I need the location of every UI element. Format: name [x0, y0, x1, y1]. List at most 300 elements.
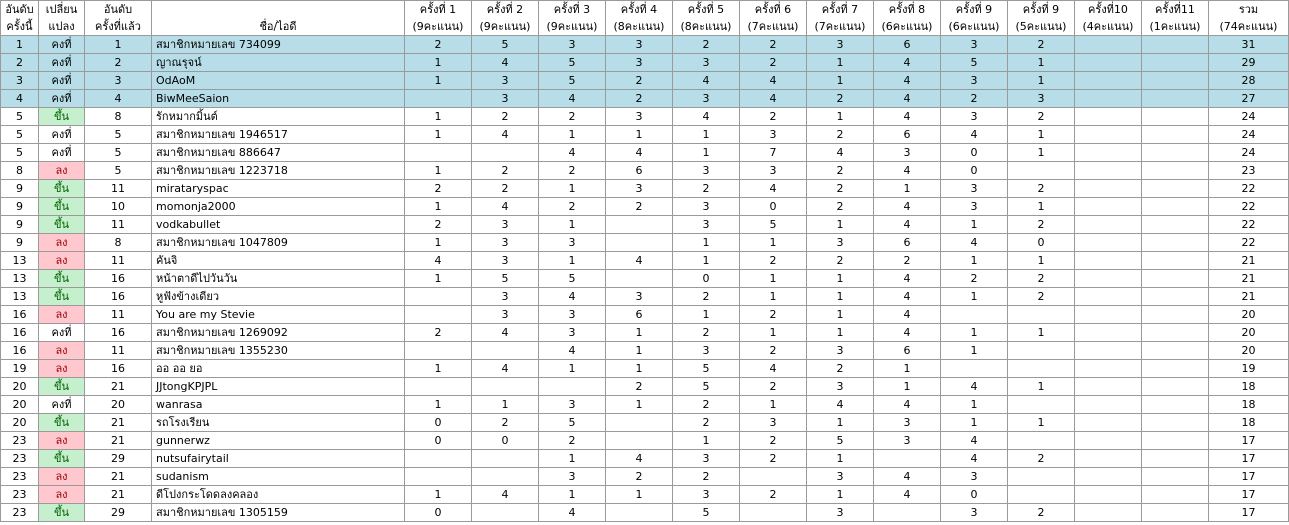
prev-rank-cell: 21: [85, 378, 152, 396]
score-cell: 3: [673, 216, 740, 234]
score-cell: 6: [874, 342, 941, 360]
table-row[interactable]: [1, 162, 1289, 180]
header-round-4-points: (8คะแนน): [606, 18, 673, 36]
total-cell: 21: [1209, 288, 1289, 306]
total-cell: 17: [1209, 432, 1289, 450]
total-cell: 22: [1209, 216, 1289, 234]
score-cell: 3: [539, 234, 606, 252]
member-name: สมาชิกหมายเลข 1305159: [152, 504, 405, 522]
score-cell: [1142, 234, 1209, 252]
header-round-10: ครั้งที่10: [1075, 1, 1142, 19]
score-cell: 1: [740, 324, 807, 342]
score-cell: [1142, 180, 1209, 198]
score-cell: 5: [673, 504, 740, 522]
header-round-6: ครั้งที่ 6: [740, 1, 807, 19]
table-row[interactable]: [1, 306, 1289, 324]
score-cell: [1075, 468, 1142, 486]
score-cell: 4: [539, 90, 606, 108]
score-cell: 1: [874, 378, 941, 396]
score-cell: [1142, 414, 1209, 432]
header-round-7: ครั้งที่ 7: [807, 1, 874, 19]
score-cell: 1: [740, 270, 807, 288]
score-cell: 3: [1008, 90, 1075, 108]
score-cell: 4: [539, 504, 606, 522]
score-cell: 1: [1008, 54, 1075, 72]
score-cell: 3: [874, 144, 941, 162]
score-cell: [1075, 378, 1142, 396]
table-row[interactable]: [1, 468, 1289, 486]
score-cell: [1008, 162, 1075, 180]
score-cell: 2: [606, 72, 673, 90]
score-cell: 3: [740, 414, 807, 432]
member-name: สมาชิกหมายเลข 1355230: [152, 342, 405, 360]
total-cell: 17: [1209, 504, 1289, 522]
header-round-9: ครั้งที่ 9: [941, 1, 1008, 19]
header-rank-prev: อันดับ: [85, 1, 152, 19]
header-round-5-points: (8คะแนน): [673, 18, 740, 36]
score-cell: [1075, 252, 1142, 270]
change-status: คงที่: [39, 324, 85, 342]
score-cell: 4: [673, 108, 740, 126]
header-round-9b-points: (5คะแนน): [1008, 18, 1075, 36]
score-cell: 4: [874, 288, 941, 306]
score-cell: 3: [606, 54, 673, 72]
header-round-9b: ครั้งที่ 9: [1008, 1, 1075, 19]
table-row[interactable]: [1, 342, 1289, 360]
prev-rank-cell: 11: [85, 306, 152, 324]
score-cell: [1142, 90, 1209, 108]
score-cell: 0: [941, 162, 1008, 180]
score-cell: 3: [941, 36, 1008, 54]
score-cell: [1075, 126, 1142, 144]
score-cell: 1: [1008, 378, 1075, 396]
rank-cell: 2: [1, 54, 39, 72]
score-cell: 5: [472, 36, 539, 54]
table-row[interactable]: [1, 54, 1289, 72]
score-cell: [1075, 396, 1142, 414]
total-cell: 29: [1209, 54, 1289, 72]
prev-rank-cell: 5: [85, 144, 152, 162]
score-cell: [1075, 198, 1142, 216]
score-cell: 2: [1008, 108, 1075, 126]
score-cell: [1075, 414, 1142, 432]
table-row[interactable]: [1, 396, 1289, 414]
score-cell: 1: [405, 108, 472, 126]
table-row[interactable]: [1, 432, 1289, 450]
score-cell: 3: [740, 126, 807, 144]
score-cell: 1: [673, 144, 740, 162]
member-name: nutsufairytail: [152, 450, 405, 468]
member-name: รักหมากมิ้นต์: [152, 108, 405, 126]
score-cell: 1: [874, 360, 941, 378]
score-cell: [1142, 162, 1209, 180]
table-row[interactable]: [1, 252, 1289, 270]
header-round-7-points: (7คะแนน): [807, 18, 874, 36]
table-row[interactable]: [1, 72, 1289, 90]
score-cell: 0: [673, 270, 740, 288]
prev-rank-cell: 11: [85, 216, 152, 234]
total-cell: 18: [1209, 414, 1289, 432]
header-round-9-points: (6คะแนน): [941, 18, 1008, 36]
score-cell: 4: [941, 234, 1008, 252]
score-cell: [1075, 504, 1142, 522]
table-row[interactable]: [1, 108, 1289, 126]
change-status: ลง: [39, 342, 85, 360]
header-round-4: ครั้งที่ 4: [606, 1, 673, 19]
score-cell: 1: [1008, 324, 1075, 342]
score-cell: 2: [807, 360, 874, 378]
table-row[interactable]: [1, 234, 1289, 252]
score-cell: 3: [606, 180, 673, 198]
score-cell: 4: [874, 216, 941, 234]
score-cell: 2: [606, 468, 673, 486]
score-cell: 2: [807, 162, 874, 180]
score-cell: 3: [673, 486, 740, 504]
score-cell: [1008, 342, 1075, 360]
score-cell: 2: [1008, 180, 1075, 198]
score-cell: 1: [673, 306, 740, 324]
score-cell: [1075, 90, 1142, 108]
score-cell: 0: [472, 432, 539, 450]
table-row[interactable]: [1, 504, 1289, 522]
change-status: ขึ้น: [39, 270, 85, 288]
score-cell: [405, 342, 472, 360]
score-cell: 1: [405, 396, 472, 414]
table-row[interactable]: [1, 216, 1289, 234]
score-cell: 1: [1008, 252, 1075, 270]
table-row[interactable]: [1, 414, 1289, 432]
score-cell: [1075, 342, 1142, 360]
score-cell: 4: [606, 252, 673, 270]
change-status: คงที่: [39, 126, 85, 144]
score-cell: 4: [941, 378, 1008, 396]
score-cell: [941, 306, 1008, 324]
score-cell: 4: [740, 90, 807, 108]
total-cell: 22: [1209, 198, 1289, 216]
total-cell: 28: [1209, 72, 1289, 90]
header-total-points: (74คะแนน): [1209, 18, 1289, 36]
score-cell: 6: [874, 36, 941, 54]
score-cell: 4: [472, 360, 539, 378]
score-cell: 2: [874, 252, 941, 270]
header-rank-now: อันดับ: [1, 1, 39, 19]
score-cell: 4: [874, 162, 941, 180]
score-cell: 2: [740, 432, 807, 450]
score-cell: 2: [673, 468, 740, 486]
rank-cell: 20: [1, 414, 39, 432]
score-cell: [740, 468, 807, 486]
score-cell: 0: [405, 504, 472, 522]
score-cell: 4: [874, 72, 941, 90]
score-cell: 1: [807, 288, 874, 306]
rank-cell: 8: [1, 162, 39, 180]
score-cell: [606, 270, 673, 288]
table-row[interactable]: [1, 198, 1289, 216]
rank-cell: 16: [1, 342, 39, 360]
score-cell: 2: [472, 414, 539, 432]
score-cell: 4: [874, 54, 941, 72]
total-cell: 22: [1209, 234, 1289, 252]
score-cell: [405, 90, 472, 108]
table-row[interactable]: [1, 288, 1289, 306]
score-cell: 5: [539, 72, 606, 90]
member-name: ดีโปงกระโดดลงคลอง: [152, 486, 405, 504]
score-cell: 4: [874, 270, 941, 288]
rank-cell: 9: [1, 198, 39, 216]
score-cell: 3: [807, 36, 874, 54]
score-cell: 1: [606, 486, 673, 504]
score-cell: [1142, 198, 1209, 216]
score-cell: [1142, 288, 1209, 306]
score-cell: 2: [673, 288, 740, 306]
score-cell: [1075, 108, 1142, 126]
total-cell: 20: [1209, 324, 1289, 342]
score-cell: 3: [673, 450, 740, 468]
total-cell: 24: [1209, 108, 1289, 126]
table-row[interactable]: [1, 360, 1289, 378]
score-cell: 1: [606, 396, 673, 414]
table-body: [1, 36, 1289, 522]
score-cell: 1: [606, 324, 673, 342]
member-name: ญาณรุจน์: [152, 54, 405, 72]
score-cell: 4: [539, 342, 606, 360]
score-cell: 0: [740, 198, 807, 216]
score-cell: [1142, 306, 1209, 324]
rank-cell: 9: [1, 234, 39, 252]
score-cell: [1142, 378, 1209, 396]
score-cell: 3: [472, 288, 539, 306]
table-row[interactable]: [1, 324, 1289, 342]
member-name: สมาชิกหมายเลข 1269092: [152, 324, 405, 342]
total-cell: 24: [1209, 144, 1289, 162]
total-cell: 19: [1209, 360, 1289, 378]
score-cell: 1: [807, 324, 874, 342]
rank-cell: 13: [1, 270, 39, 288]
score-cell: 2: [1008, 450, 1075, 468]
score-cell: [874, 504, 941, 522]
score-cell: [1075, 432, 1142, 450]
table-row[interactable]: [1, 450, 1289, 468]
score-cell: [1075, 486, 1142, 504]
rank-cell: 23: [1, 468, 39, 486]
score-cell: [1142, 468, 1209, 486]
score-cell: 0: [1008, 234, 1075, 252]
score-cell: [1075, 72, 1142, 90]
score-cell: 1: [941, 396, 1008, 414]
score-cell: [472, 450, 539, 468]
score-cell: [1142, 54, 1209, 72]
score-cell: 4: [673, 72, 740, 90]
prev-rank-cell: 11: [85, 342, 152, 360]
member-name: You are my Stevie: [152, 306, 405, 324]
score-cell: 2: [1008, 36, 1075, 54]
score-cell: 1: [941, 342, 1008, 360]
score-cell: 1: [405, 234, 472, 252]
score-cell: 2: [1008, 216, 1075, 234]
prev-rank-cell: 29: [85, 504, 152, 522]
score-cell: 3: [606, 36, 673, 54]
score-cell: [941, 360, 1008, 378]
change-status: คงที่: [39, 54, 85, 72]
rank-cell: 16: [1, 324, 39, 342]
table-row[interactable]: [1, 90, 1289, 108]
score-cell: 2: [472, 162, 539, 180]
member-name: หน้าตาดีไปวันวัน: [152, 270, 405, 288]
score-cell: 1: [539, 126, 606, 144]
header-round-5: ครั้งที่ 5: [673, 1, 740, 19]
member-name: คันจิ: [152, 252, 405, 270]
rank-cell: 20: [1, 396, 39, 414]
prev-rank-cell: 11: [85, 180, 152, 198]
table-row[interactable]: [1, 36, 1289, 54]
score-cell: 1: [673, 252, 740, 270]
score-cell: 1: [740, 396, 807, 414]
score-cell: 1: [807, 486, 874, 504]
score-cell: 3: [941, 198, 1008, 216]
score-cell: 2: [807, 90, 874, 108]
score-cell: 2: [405, 180, 472, 198]
change-status: ลง: [39, 162, 85, 180]
change-status: ขึ้น: [39, 108, 85, 126]
header-round-6-points: (7คะแนน): [740, 18, 807, 36]
rank-cell: 4: [1, 90, 39, 108]
score-cell: 3: [807, 378, 874, 396]
score-cell: [405, 378, 472, 396]
prev-rank-cell: 1: [85, 36, 152, 54]
header-round-10-points: (4คะแนน): [1075, 18, 1142, 36]
score-cell: [1008, 486, 1075, 504]
rank-cell: 20: [1, 378, 39, 396]
score-cell: [1142, 126, 1209, 144]
score-cell: 1: [405, 72, 472, 90]
score-cell: [1075, 324, 1142, 342]
score-cell: 3: [673, 90, 740, 108]
score-cell: [1142, 504, 1209, 522]
score-cell: [405, 288, 472, 306]
score-cell: 4: [874, 468, 941, 486]
member-name: OdAoM: [152, 72, 405, 90]
score-cell: 3: [673, 342, 740, 360]
score-cell: 2: [539, 432, 606, 450]
member-name: JJtongKPJPL: [152, 378, 405, 396]
header-round-1-points: (9คะแนน): [405, 18, 472, 36]
prev-rank-cell: 5: [85, 126, 152, 144]
member-name: sudanism: [152, 468, 405, 486]
score-cell: [539, 378, 606, 396]
score-cell: 3: [807, 342, 874, 360]
header-change-sub: แปลง: [39, 18, 85, 36]
header-round-3: ครั้งที่ 3: [539, 1, 606, 19]
rank-cell: 1: [1, 36, 39, 54]
score-cell: 4: [472, 126, 539, 144]
rank-cell: 5: [1, 108, 39, 126]
score-cell: [1008, 396, 1075, 414]
table-row[interactable]: [1, 180, 1289, 198]
score-cell: 2: [405, 216, 472, 234]
score-cell: 1: [539, 180, 606, 198]
score-cell: [1075, 162, 1142, 180]
change-status: ลง: [39, 432, 85, 450]
score-cell: 3: [673, 198, 740, 216]
member-name: สมาชิกหมายเลข 1946517: [152, 126, 405, 144]
score-cell: 2: [740, 252, 807, 270]
score-cell: 4: [472, 486, 539, 504]
rank-cell: 3: [1, 72, 39, 90]
score-cell: [1075, 216, 1142, 234]
score-cell: [606, 414, 673, 432]
score-cell: [874, 450, 941, 468]
score-cell: 4: [539, 288, 606, 306]
score-cell: 1: [1008, 144, 1075, 162]
score-cell: 5: [807, 432, 874, 450]
total-cell: 20: [1209, 306, 1289, 324]
prev-rank-cell: 4: [85, 90, 152, 108]
score-cell: 0: [405, 414, 472, 432]
score-cell: [1075, 234, 1142, 252]
score-cell: 2: [673, 36, 740, 54]
score-cell: 2: [807, 198, 874, 216]
score-cell: 4: [539, 144, 606, 162]
change-status: ลง: [39, 468, 85, 486]
header-name: ชื่อ/ไอดี: [152, 1, 405, 36]
score-cell: 5: [539, 270, 606, 288]
rank-cell: 19: [1, 360, 39, 378]
member-name: หูฟังข้างเดียว: [152, 288, 405, 306]
score-cell: 3: [472, 234, 539, 252]
score-cell: 4: [740, 72, 807, 90]
table-row[interactable]: [1, 144, 1289, 162]
prev-rank-cell: 3: [85, 72, 152, 90]
score-cell: 2: [740, 54, 807, 72]
table-row[interactable]: [1, 378, 1289, 396]
total-cell: 22: [1209, 180, 1289, 198]
header-round-2: ครั้งที่ 2: [472, 1, 539, 19]
rank-cell: 9: [1, 180, 39, 198]
total-cell: 18: [1209, 378, 1289, 396]
header-rank-prev-sub: ครั้งที่แล้ว: [85, 18, 152, 36]
member-name: รถโรงเรียน: [152, 414, 405, 432]
score-cell: 2: [740, 486, 807, 504]
score-cell: [606, 234, 673, 252]
score-cell: 2: [606, 378, 673, 396]
prev-rank-cell: 8: [85, 234, 152, 252]
score-cell: 1: [941, 216, 1008, 234]
score-cell: 1: [740, 234, 807, 252]
table-row[interactable]: [1, 486, 1289, 504]
table-row[interactable]: [1, 126, 1289, 144]
change-status: ขึ้น: [39, 504, 85, 522]
change-status: ขึ้น: [39, 288, 85, 306]
header-change: เปลี่ยน: [39, 1, 85, 19]
prev-rank-cell: 16: [85, 324, 152, 342]
score-cell: 2: [1008, 504, 1075, 522]
total-cell: 18: [1209, 396, 1289, 414]
score-cell: [1008, 432, 1075, 450]
score-cell: 5: [539, 414, 606, 432]
score-cell: 1: [807, 270, 874, 288]
table-row[interactable]: [1, 270, 1289, 288]
score-cell: 2: [673, 396, 740, 414]
score-cell: 4: [941, 126, 1008, 144]
score-cell: [1075, 144, 1142, 162]
change-status: ขึ้น: [39, 414, 85, 432]
score-cell: 7: [740, 144, 807, 162]
prev-rank-cell: 20: [85, 396, 152, 414]
change-status: ลง: [39, 360, 85, 378]
score-cell: 2: [740, 36, 807, 54]
score-cell: 3: [472, 252, 539, 270]
score-cell: [1142, 36, 1209, 54]
